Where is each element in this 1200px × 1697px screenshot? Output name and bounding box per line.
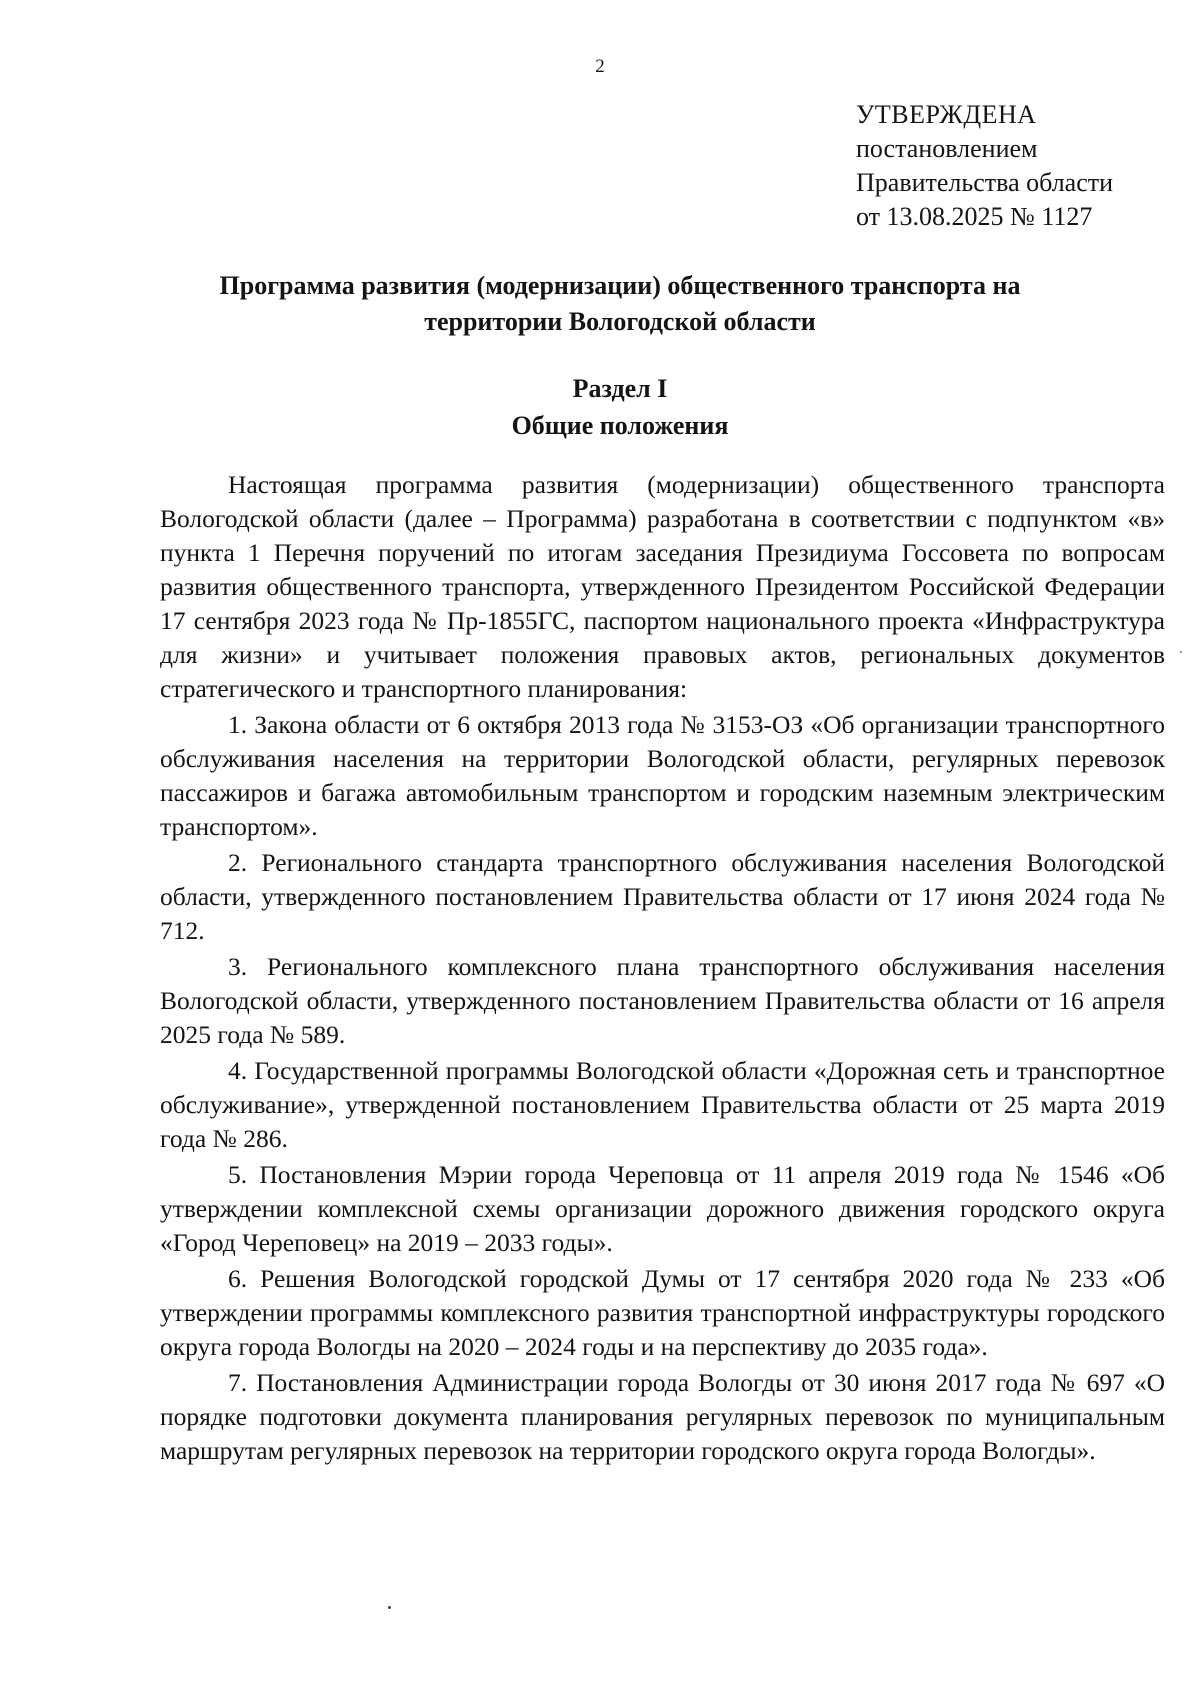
section-number: Раздел I [572,374,668,403]
approval-title: УТВЕРЖДЕНА [856,100,1037,129]
scan-speck [1180,651,1182,653]
list-item: 3. Регионального комплексного плана транспортного обслуживания населения Вологодской области, утвержденного постановлением Правительства области от 16 апреля 2025 года № 589. [160,952,1165,1049]
intro-paragraph: Настоящая программа развития (модернизации) общественного транспорта Вологодской области (далее – Программа) разработана в соответствии с подпунктом «в» пункта 1 Перечня поручений по итогам заседания Президиума Госсовета по вопросам развития общественного транспорта, утвержденного Президентом Российской Федерации 17 сентября 2023 года № Пр-1855ГС, паспортом национального проекта «Инфраструктура для жизни» и учитывает положения правовых актов, региональных документов стратегического и транспортного планирования: [160,470,1165,703]
document-title [120,268,1120,340]
document-title-line: Программа развития (модернизации) общественного транспорта на [219,271,1021,300]
approval-line: постановлением [856,134,1038,163]
approval-block [856,98,1186,234]
list-item: 6. Решения Вологодской городской Думы от 17 сентября 2020 года № 233 «Об утверждении программы комплексного развития транспортной инфраструктуры городского округа города Вологды на 2020 – 2024 годы и на перспективу до 2035 года». [160,1264,1165,1361]
list-item: 4. Государственной программы Вологодской области «Дорожная сеть и транспортное обслуживание», утвержденной постановлением Правительства области от 25 марта 2019 года № 286. [160,1056,1165,1153]
section-name: Общие положения [511,411,729,440]
list-item: 5. Постановления Мэрии города Череповца от 11 апреля 2019 года № 1546 «Об утверждении комплексной схемы организации дорожного движения городского округа «Город Череповец» на 2019 – 2033 годы». [160,1160,1165,1257]
list-item: 1. Закона области от 6 октября 2013 года № 3153-ОЗ «Об организации транспортного обслуживания населения на территории Вологодской области, регулярных перевозок пассажиров и багажа автомобильным транспортом и городским наземным электрическим транспортом». [160,710,1165,841]
approval-date-number: от 13.08.2025 № 1127 [856,202,1093,231]
approval-line: Правительства области [856,168,1114,197]
scan-speck [388,1606,391,1609]
list-item: 2. Регионального стандарта транспортного обслуживания населения Вологодской области, утвержденного постановлением Правительства области от 17 июня 2024 года № 712. [160,848,1165,945]
page-number: 2 [595,56,605,77]
document-body [160,468,1165,1470]
list-item: 7. Постановления Администрации города Вологды от 30 июня 2017 года № 697 «О порядке подготовки документа планирования регулярных перевозок по муниципальным маршрутам регулярных перевозок на территории городского округа города Вологды». [160,1368,1165,1465]
document-title-line: территории Вологодской области [424,307,816,336]
section-heading [120,370,1120,444]
